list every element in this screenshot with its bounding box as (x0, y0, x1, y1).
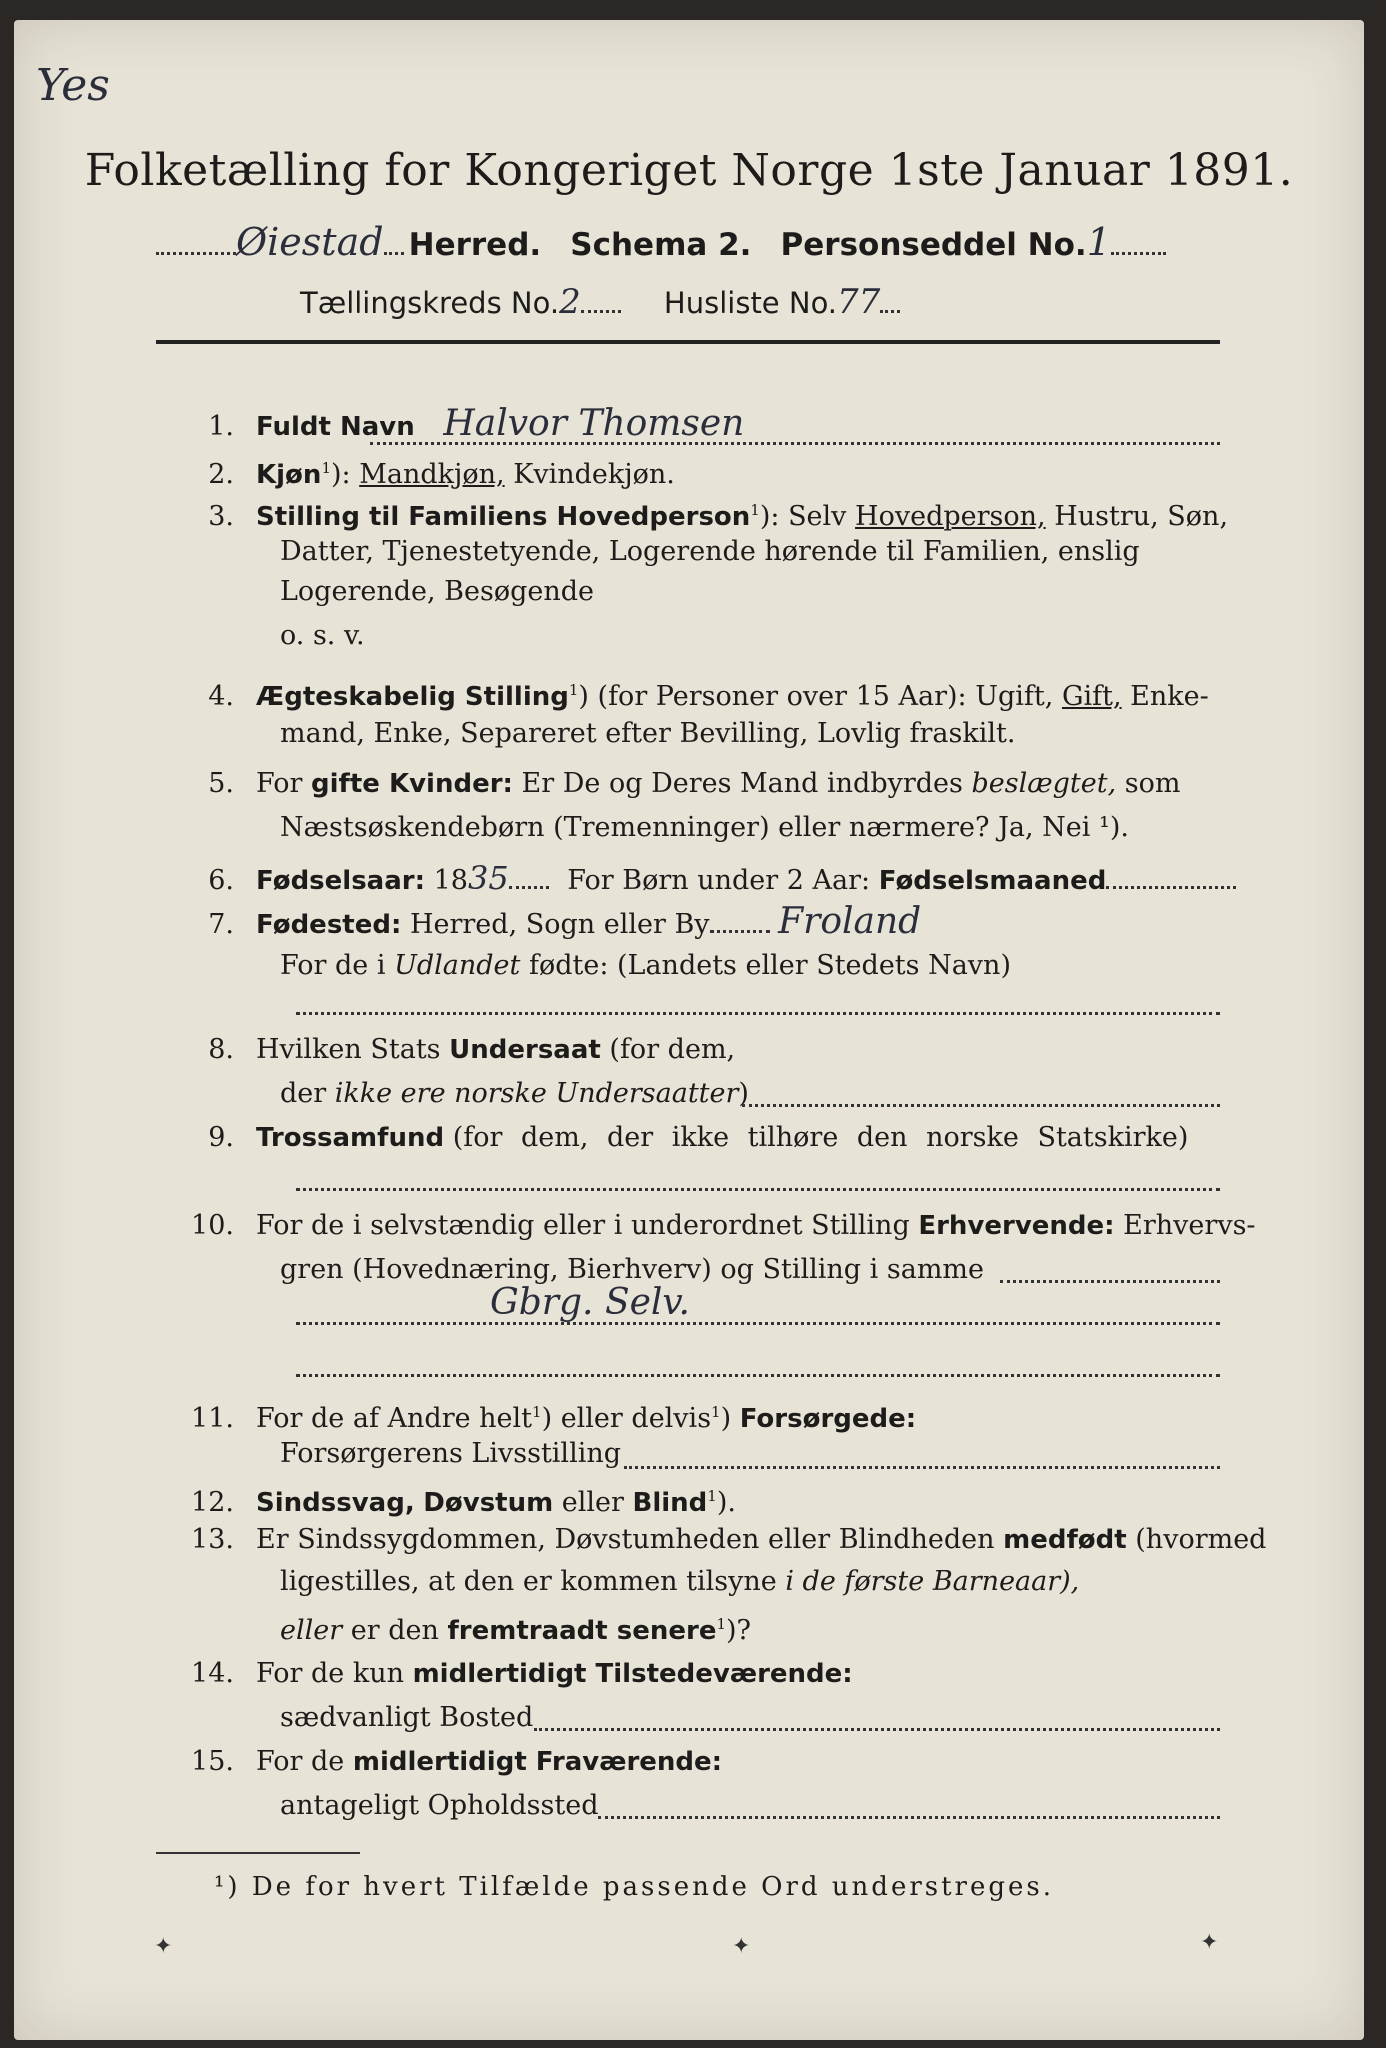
form-title: Folketælling for Kongeriget Norge 1ste Januar 1891. (84, 145, 1294, 196)
question-14: 14. For de kun midlertidigt Tilstedeværende: (191, 1658, 853, 1689)
full-name-value: Halvor Thomsen (443, 403, 745, 444)
option-hovedperson: Hovedperson, (855, 501, 1046, 532)
question-10: 10. For de i selvstændig eller i underordnet Stilling Erhvervende: Erhvervs- (191, 1210, 1256, 1241)
question-1: 1. Fuldt Navn Halvor Thomsen (208, 403, 745, 444)
registration-mark-icon: ✦ (1200, 1930, 1219, 1955)
husliste-label: Husliste No. (663, 286, 838, 320)
birthplace-value: Froland (778, 901, 922, 942)
kreds-value: 2 (559, 282, 581, 322)
dotted-line (296, 1010, 1220, 1015)
header-rule (156, 340, 1220, 344)
question-3: 3. Stilling til Familiens Hovedperson$^1$): Selv Hovedperson, Hustru, Søn, (208, 501, 1229, 532)
birth-year-value: 35 (467, 859, 509, 897)
dotted-line (370, 440, 1220, 445)
dotted-line (742, 1102, 1220, 1107)
herred-label: Herred. (408, 227, 542, 263)
schema-label: Schema 2. (570, 227, 752, 263)
footnote-rule (156, 1852, 360, 1854)
question-15: 15. For de midlertidigt Fraværende: (191, 1746, 723, 1777)
option-gift: Gift, (1061, 681, 1122, 712)
question-9: 9. Trossamfund (for dem, der ikke tilhøre den norske Statskirke) (208, 1122, 1189, 1153)
question-8: 8. Hvilken Stats Undersaat (for dem, (208, 1034, 736, 1065)
option-kvindekjon: Kvindekjøn. (513, 459, 675, 490)
question-12: 12. Sindssvag, Døvstum eller Blind$^1$). (191, 1487, 736, 1518)
question-11: 11. For de af Andre helt$^1$) eller delvis$^1$) Forsørgede: (191, 1403, 917, 1434)
dotted-line (1000, 1278, 1220, 1283)
personseddel-value: 1 (1086, 220, 1111, 264)
dotted-line (598, 1814, 1220, 1819)
question-7: 7. Fødested: Herred, Sogn eller By Froland (208, 901, 922, 942)
question-5: 5. For gifte Kvinder: Er De og Deres Mand indbyrdes beslægtet, som (208, 768, 1181, 799)
dotted-line (296, 1372, 1220, 1377)
occupation-value: Gbrg. Selv. (490, 1282, 690, 1323)
husliste-value: 77 (837, 282, 881, 322)
herred-value: Øiestad (236, 220, 384, 264)
registration-mark-icon: ✦ (732, 1934, 751, 1959)
registration-mark-icon: ✦ (154, 1934, 173, 1959)
option-mandkjon: Mandkjøn, (359, 459, 505, 490)
corner-note: Yes (36, 60, 110, 111)
dotted-line (296, 1320, 1220, 1325)
question-2: 2. Kjøn$^1$): Mandkjøn, Kvindekjøn. (208, 459, 675, 490)
kreds-label: Tællingskreds No. (300, 286, 560, 320)
census-form-sheet: Yes Folketælling for Kongeriget Norge 1ste Januar 1891. Øiestad Herred. Schema 2. Personseddel No.1 Tællingskreds No.2 Husliste No.77 1. Fuldt Navn Halvor Thomsen 2. Kjøn$^1$): Mandkjøn, Kvindekjøn. 3. Stilling til Familiens Hovedperson$^1$): Selv Hovedperson, Hustru, Søn, Datter, Tjenestetyende, Logerende hørende til Familien, enslig Logerende, Besøgende o. s. v. 4. Ægteskabelig Stilling$^1$) (for Personer over 15 Aar): Ugift, Gift, Enke- mand, Enke, Separeret efter Bevilling, Lovlig fraskilt. 5. For gifte Kvinder: Er De og Deres Mand indbyrdes beslægtet, som Næstsøskendebørn (Tremenninger) eller nærmere? Ja, Nei ¹). 6. Fødselsaar: 1835 For Børn under 2 Aar: Fødselsmaaned 7. Fødested: Herred, Sogn eller By Froland For de i Udlandet fødte: (Landets eller Stedets Navn) 8. Hvilken Stats Undersaat (for dem, der ikke ere norske Undersaatter) 9. Trossamfund (for dem, der ikke tilhøre den norske Statskirke) 10. For de i selvstændig eller i underordnet Stilling Erhvervende: Erhvervs- gren (Hovednæring, Bierhverv) og Stilling i samme Gbrg. Selv. 11. For de af Andre helt$^1$) eller delvis$^1$) Forsørgede: Forsørgerens Livsstilling 12. Sindssvag, Døvstum eller Blind$^1$). 13. Er Sindssygdommen, Døvstumheden eller Blindheden medfødt (hvormed ligestilles, at den er kommen tilsyne i de første Barneaar), eller er den fremtraadt senere$^1$)? 14. For de kun midlertidigt Tilstedeværende: sædvanligt Bosted 15. For de midlertidigt Fraværende: antageligt Opholdssted ¹) De for hvert Tilfælde passende Ord understreges. ✦ ✦ ✦ (14, 20, 1364, 2040)
footnote: ¹) De for hvert Tilfælde passende Ord understreges. (214, 1872, 1055, 1902)
question-6: 6. Fødselsaar: 1835 For Børn under 2 Aar: Fødselsmaaned (164, 858, 1236, 901)
header-line-1 (156, 220, 1166, 264)
dotted-line (296, 1186, 1220, 1191)
question-13: 13. Er Sindssygdommen, Døvstumheden eller Blindheden medfødt (hvormed (191, 1524, 1267, 1555)
header-line-2 (300, 282, 900, 322)
dotted-line (624, 1464, 1220, 1469)
dotted-line (534, 1726, 1220, 1731)
personseddel-label: Personseddel No. (780, 227, 1087, 263)
question-4: 4. Ægteskabelig Stilling$^1$) (for Personer over 15 Aar): Ugift, Gift, Enke- (208, 681, 1209, 712)
